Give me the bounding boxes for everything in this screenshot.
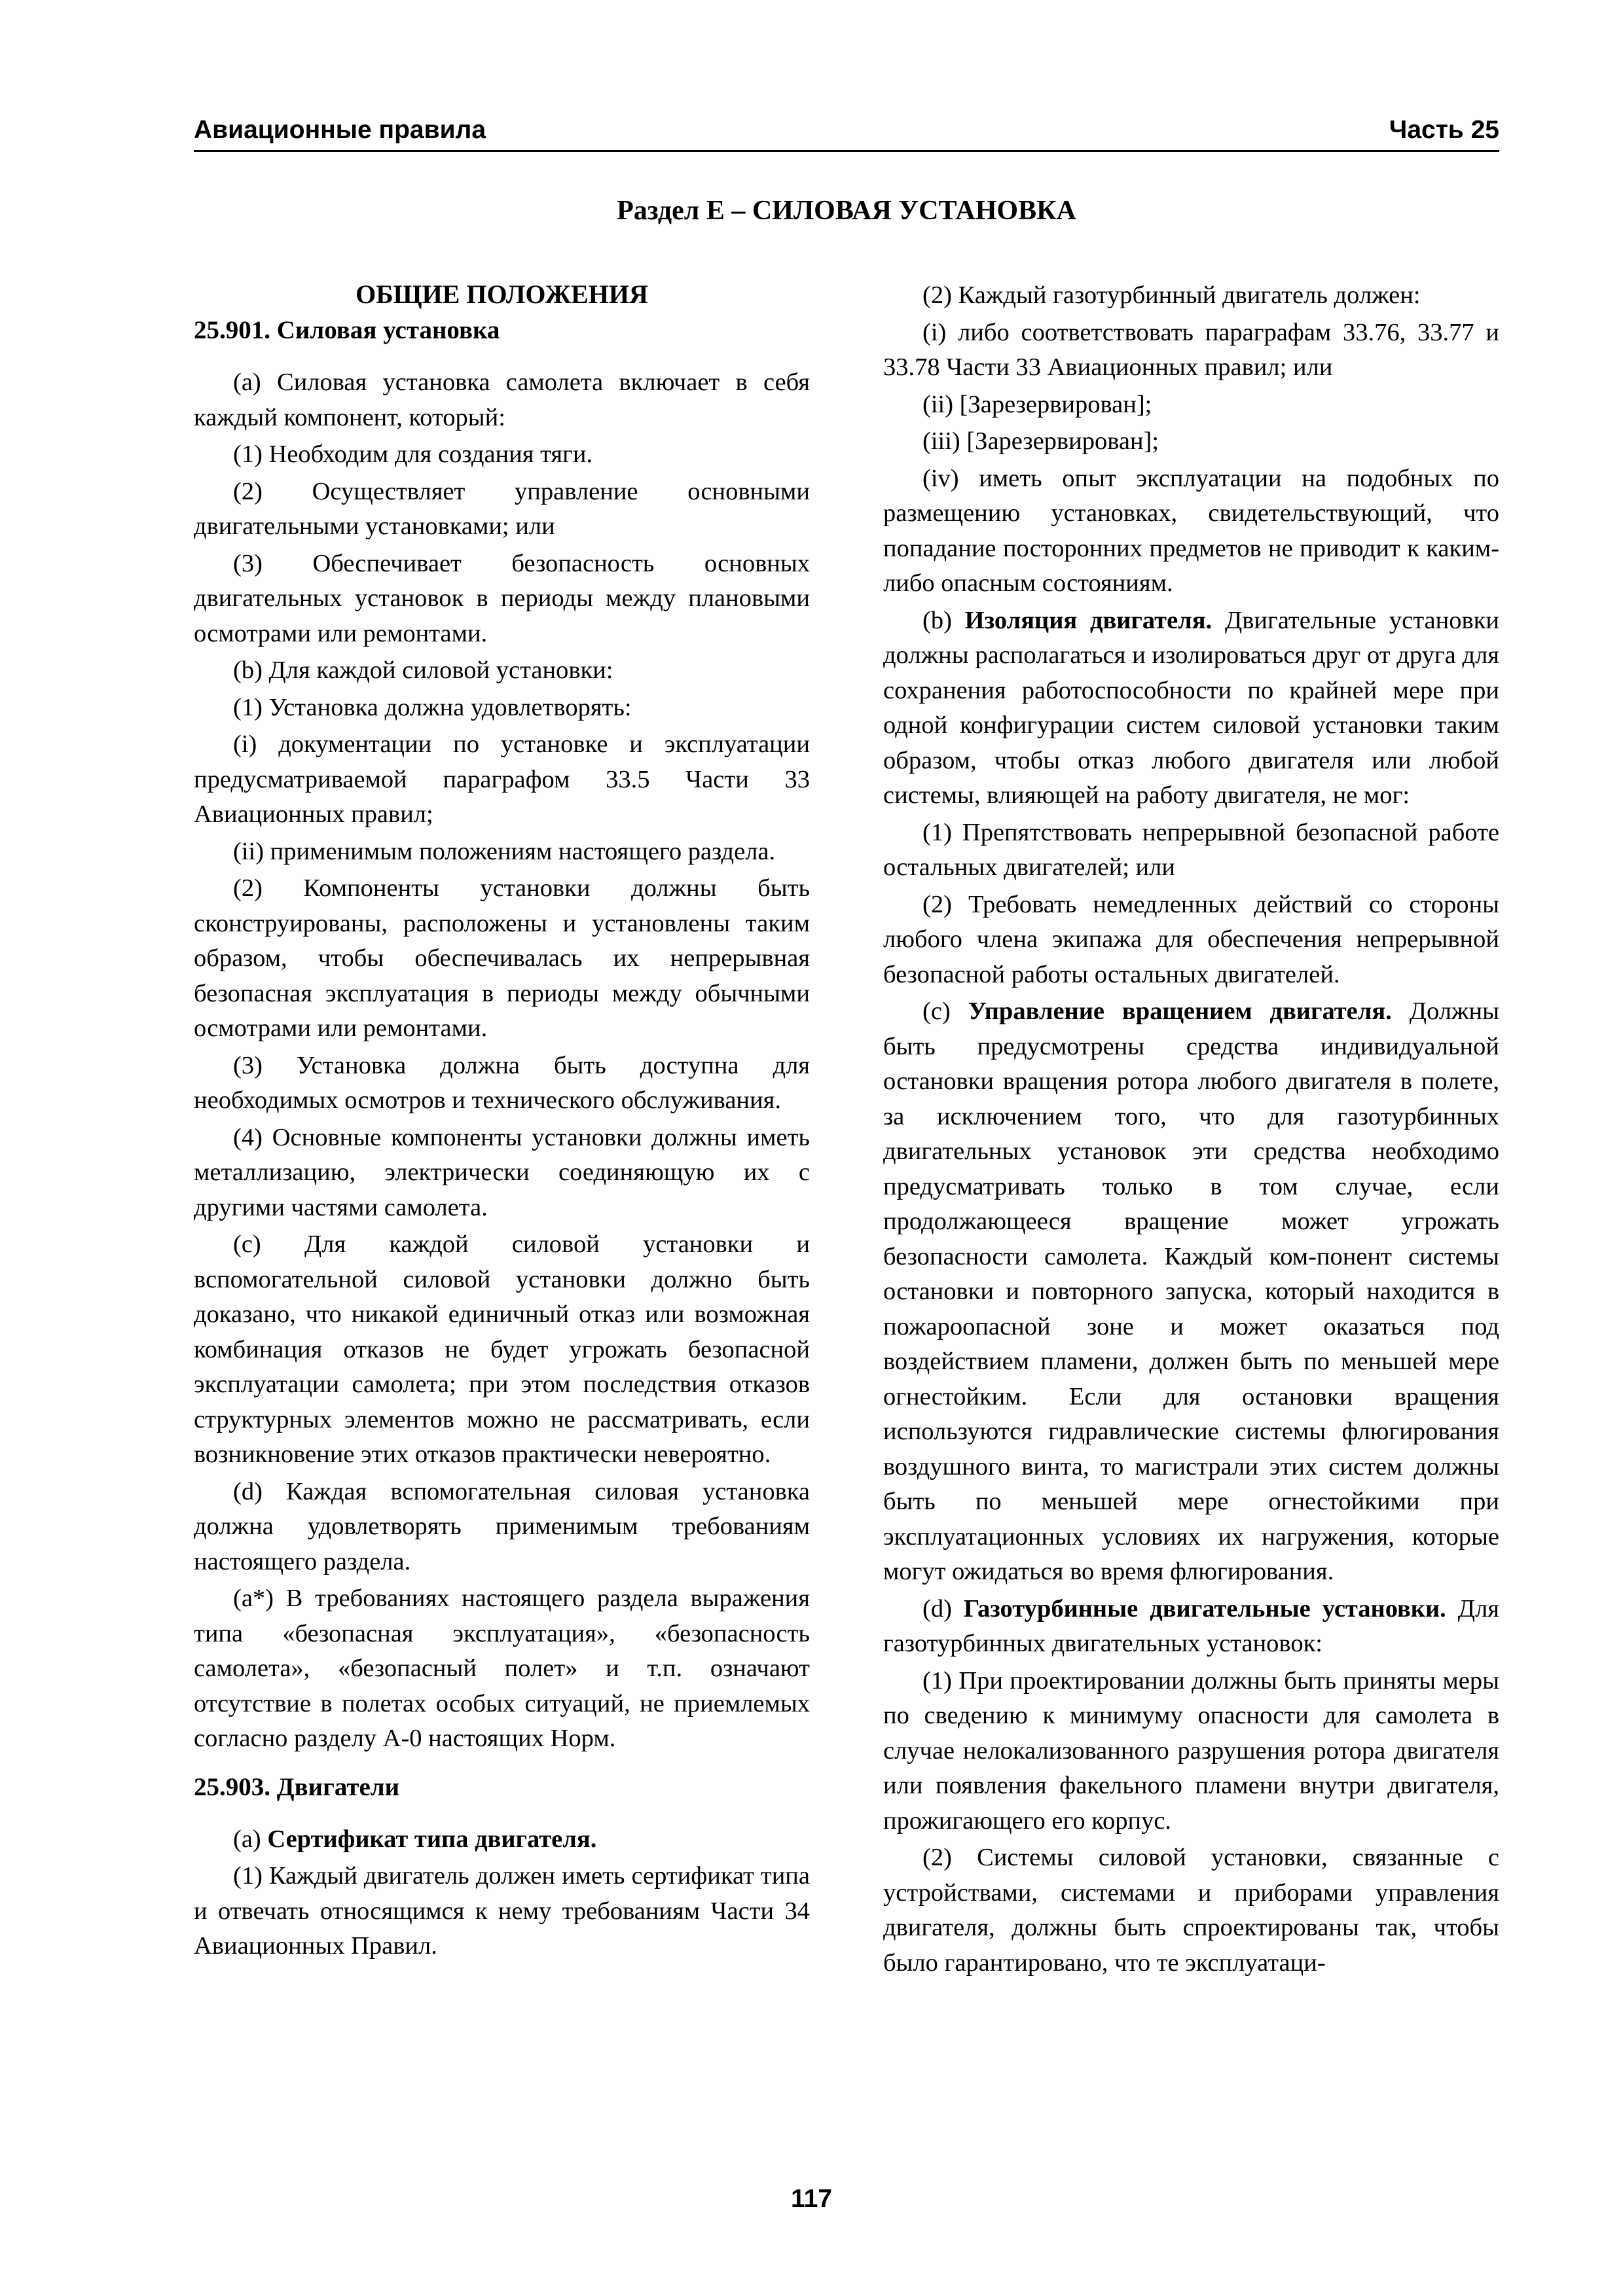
item-prefix: (b) xyxy=(922,606,965,634)
paragraph xyxy=(883,994,1499,1590)
paragraph: (2) Каждый газотурбинный двигатель должен: xyxy=(922,281,1421,309)
paragraph: (a) Силовая установка самолета включает в себя каждый компонент, который: xyxy=(194,368,810,431)
paragraph: (1) При проектировании должны быть приняты меры по сведению к минимуму опасности для самолета в случае нелокализованного разрушения ротора двигателя или появления факельного пламени внутри двигателя, прожигающего его корпус. xyxy=(883,1666,1499,1835)
subsection-title: Газотурбинные двигательные установки. xyxy=(963,1594,1446,1623)
paragraph xyxy=(883,1592,1499,1662)
paragraph: (3) Обеспечивает безопасность основных двигательных установок в периоды между плановыми осмотрами или ремонтами. xyxy=(194,549,810,647)
general-provisions-heading: ОБЩИЕ ПОЛОЖЕНИЯ xyxy=(356,279,648,309)
paragraph: (i) либо соответствовать параграфам 33.76, 33.77 и 33.78 Части 33 Авиационных правил; или xyxy=(883,318,1499,381)
paragraph: (c) Для каждой силовой установки и вспомогательной силовой установки должно быть доказано, что никакой единичный отказ или возможная комбинация отказов не будет угрожать безопасной эксплуатации самолета; при этом последствия отказов структурных элементов можно не рассматривать, если возникновение этих отказов практически невероятно. xyxy=(194,1230,810,1468)
paragraph: (1) Препятствовать непрерывной безопасной работе остальных двигателей; или xyxy=(883,818,1499,881)
paragraph xyxy=(194,1822,810,1857)
paragraph: (3) Установка должна быть доступна для необходимых осмотров и технического обслуживания. xyxy=(194,1051,810,1114)
paragraph: (a*) В требованиях настоящего раздела выражения типа «безопасная эксплуатация», «безопасность самолета», «безопасный полет» и т.п. означают отсутствие в полетах особых ситуаций, не приемлемых согласно разделу А-0 настоящих Норм. xyxy=(194,1585,810,1752)
item-prefix: (c) xyxy=(922,997,968,1025)
paragraph: (i) документации по установке и эксплуатации предусматриваемой параграфом 33.5 Части 33 Авиационных правил; xyxy=(194,730,810,828)
paragraph: (2) Осуществляет управление основными двигательными установками; или xyxy=(194,477,810,540)
paragraph: (2) Компоненты установки должны быть сконструированы, расположены и установлены таким образом, чтобы обеспечивалась их непрерывная безопасная эксплуатация в периоды между обычными осмотрами или ремонтами. xyxy=(194,874,810,1042)
right-column xyxy=(883,278,1499,1982)
header-title: Авиационные правила xyxy=(194,116,486,144)
subsection-title: Управление вращением двигателя. xyxy=(968,997,1392,1025)
item-prefix: (d) xyxy=(922,1594,964,1623)
paragraph xyxy=(883,603,1499,814)
paragraph: (b) Для каждой силовой установки: xyxy=(233,656,613,684)
paragraph: (ii) применимым положениям настоящего раздела. xyxy=(233,837,776,865)
paragraph: (ii) [Зарезервирован]; xyxy=(922,390,1152,418)
section-25-903-title: 25.903. Двигатели xyxy=(194,1772,400,1801)
page-number: 117 xyxy=(791,2185,832,2213)
paragraph: (d) Каждая вспомогательная силовая установка должна удовлетворять применимым требованиям настоящего раздела. xyxy=(194,1477,810,1575)
running-header xyxy=(194,115,1499,152)
paragraph: (1) Каждый двигатель должен иметь сертификат типа и отвечать относящимся к нему требованиям Части 34 Авиационных Правил. xyxy=(194,1862,810,1960)
paragraph-text: Должны быть предусмотрены средства индивидуальной остановки вращения ротора любого двигателя в полете, за исключением того, что для газотурбинных двигательных установок эти средства необходимо предусматривать только в том случае, если продолжающееся вращение может угрожать безопасности самолета. Каждый ком-понент системы остановки и повторного запуска, который находится в пожароопасной зоне и может оказаться под воздействием пламени, должен быть по меньшей мере огнестойким. Если для остановки вращения используются гидравлические системы флюгирования воздушного винта, то магистрали этих систем должны быть по меньшей мере огнестойкими при эксплуатационных условиях их нагружения, которые могут ожидаться во время флюгирования. xyxy=(883,997,1499,1585)
paragraph-text: Двигательные установки должны располагаться и изолироваться друг от друга для сохранения работоспособности по крайней мере при одной конфигурации систем силовой установки таким образом, чтобы отказ любого двигателя или любой системы, влияющей на работу двигателя, не мог: xyxy=(883,606,1499,809)
header-part: Часть 25 xyxy=(1389,116,1499,144)
section-title: Раздел Е – СИЛОВАЯ УСТАНОВКА xyxy=(617,196,1076,226)
item-prefix: (a) xyxy=(233,1825,268,1853)
paragraph: (iii) [Зарезервирован]; xyxy=(922,427,1159,455)
paragraph: (4) Основные компоненты установки должны иметь металлизацию, электрически соединяющую их с другими частями самолета. xyxy=(194,1123,810,1221)
subsection-title: Изоляция двигателя. xyxy=(964,606,1213,634)
paragraph: (iv) иметь опыт эксплуатации на подобных по размещению установках, свидетельствующий, что попадание посторонних предметов не приводит к каким-либо опасным состояниям. xyxy=(883,464,1499,597)
paragraph: (2) Системы силовой установки, связанные с устройствами, системами и приборами управления двигателя, должны быть спроектированы так, чтобы было гарантировано, что те эксплуатаци- xyxy=(883,1844,1499,1977)
section-25-901-title: 25.901. Силовая установка xyxy=(194,316,500,344)
paragraph: (2) Требовать немедленных действий со стороны любого члена экипажа для обеспечения непрерывной безопасной работы остальных двигателей. xyxy=(883,890,1499,988)
left-column xyxy=(194,278,810,1966)
paragraph-text: Для газотурбинных двигательных установок: xyxy=(883,1594,1499,1657)
paragraph: (1) Необходим для создания тяги. xyxy=(233,440,593,468)
subsection-title: Сертификат типа двигателя. xyxy=(267,1825,597,1853)
paragraph: (1) Установка должна удовлетворять: xyxy=(233,693,632,721)
